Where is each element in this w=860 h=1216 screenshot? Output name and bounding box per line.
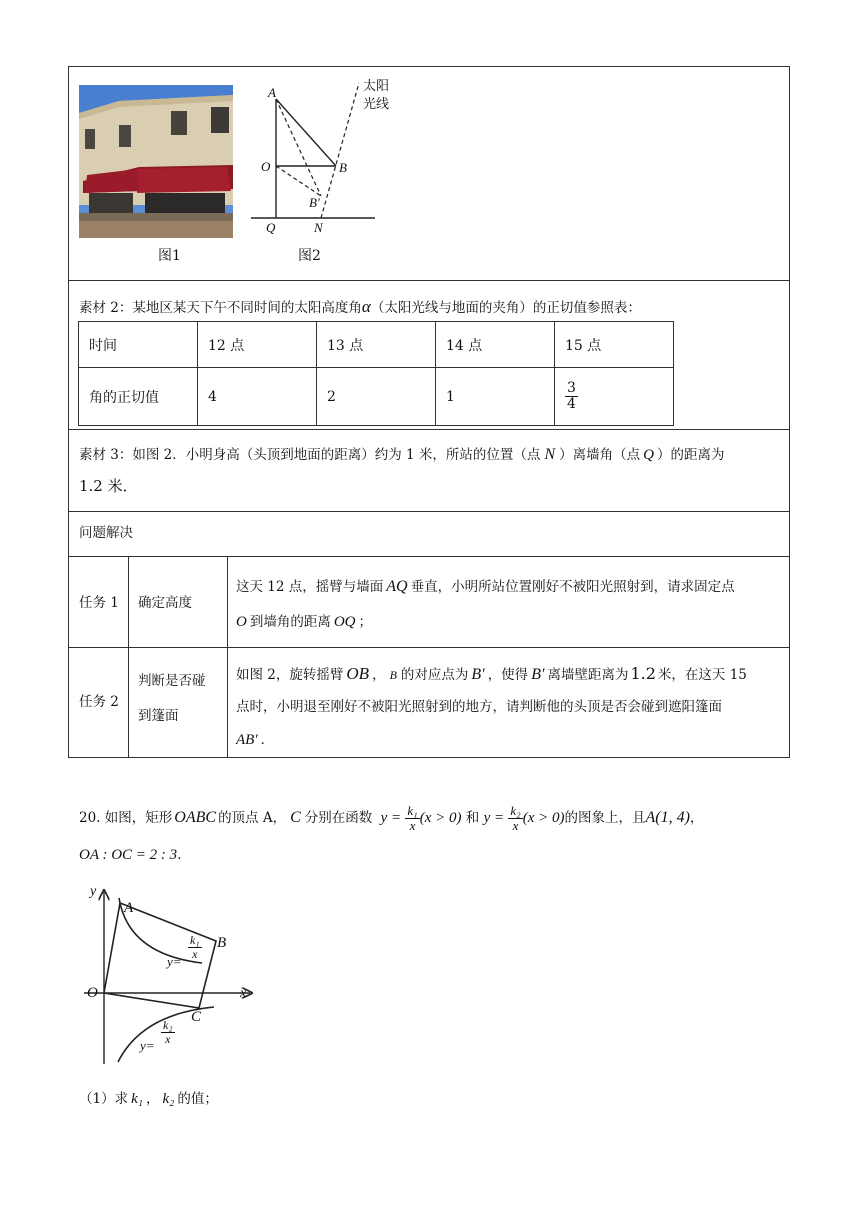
q20-line2 [79, 846, 191, 864]
point-c: C [290, 809, 301, 826]
segment-aq: AQ [386, 578, 408, 595]
table-header-row [79, 322, 674, 368]
task1-text-c: 到墙角的距离 [249, 614, 331, 630]
fig2-label-bprime: B′ [309, 195, 320, 210]
divider-4 [69, 556, 789, 557]
func2-numerator: k₂ [510, 803, 521, 819]
material3-text-a: 素材 3：如图 2．小明身高（头顶到地面的距离）约为 1 米，所站的位置（点 [79, 447, 541, 463]
fig2-label-o: O [261, 159, 271, 174]
task2-text-c: 的对应点为 [400, 667, 469, 683]
fraction-three-quarters [565, 381, 578, 411]
divider-5 [69, 647, 789, 648]
ratio-oa-oc: OA : OC = 2 : 3 [79, 847, 178, 863]
q20-part1 [79, 1090, 218, 1108]
task1-text-d: ； [358, 614, 373, 630]
graph-b-label: B [217, 935, 227, 951]
func2-denominator: x [512, 818, 519, 833]
q20-text-g: 的图象上，且 [564, 810, 646, 826]
fig1-caption: 图1 [158, 248, 181, 264]
task2-line2: 点时，小明退至刚好不被阳光照射到的地方，请判断他的头顶是否会碰到遮阳篷面 [236, 699, 722, 715]
point-n: N [544, 446, 556, 463]
task1-line1 [236, 577, 735, 596]
awning-ab [276, 99, 336, 166]
q20-text-a: 如图，矩形 [104, 810, 173, 826]
point-q: Q [643, 447, 654, 463]
tangent-table [78, 321, 674, 426]
q20-text-h: ， [689, 810, 704, 826]
graph-func2-fraction [161, 1019, 175, 1045]
materials-frame [68, 66, 790, 758]
material3-line1 [79, 445, 724, 464]
divider-2 [69, 429, 789, 430]
table-value-row [79, 368, 674, 426]
task2-text-a: 如图 2，旋转摇臂 [236, 667, 344, 683]
task2-name-1: 判断是否碰 [138, 673, 206, 689]
divider-1 [69, 280, 789, 281]
q20-text-e: 和 [465, 810, 480, 826]
point-bprime-2: B′ [531, 666, 545, 683]
fig2-label-q: Q [266, 220, 276, 235]
part1-k1: k₁ [131, 1091, 143, 1107]
material2-text [79, 297, 641, 317]
task-col-divider-1 [128, 556, 129, 758]
table-header-cell: 15 点 [555, 322, 674, 368]
awning-photo [79, 85, 233, 238]
fraction-numerator: 3 [567, 380, 576, 397]
sunlight-label-1: 太阳 [363, 79, 390, 94]
task2-text-h: ． [260, 732, 275, 748]
graph-func2-numerator: k₂ [163, 1018, 173, 1032]
segment-abprime: AB′ [236, 732, 258, 748]
graph-c-label: C [191, 1009, 202, 1025]
table-header-cell: 13 点 [317, 322, 436, 368]
part1-k2: k₂ [162, 1091, 175, 1107]
q20-text-b: 的顶点 A， [218, 810, 287, 826]
task2-line3 [236, 731, 274, 749]
awning-abp [276, 99, 321, 196]
func2-condition: (x > 0) [522, 810, 565, 826]
func1-y: y = [380, 810, 402, 826]
task2-line1 [236, 664, 747, 684]
rect-oabc: OABC [174, 809, 217, 826]
table-value-cell-fraction [555, 368, 674, 426]
part1-text-a: （1）求 [79, 1091, 129, 1107]
q20-text-d: 分别在函数 [304, 810, 373, 826]
table-row-label: 角的正切值 [79, 368, 198, 426]
task1-text-b: 垂直，小明所站位置刚好不被阳光照射到，请求固定点 [410, 579, 735, 595]
segment-oq: OQ [333, 614, 356, 630]
sunlight-ray [321, 83, 359, 218]
graph-a-label: A [124, 900, 134, 916]
table-header-cell: 12 点 [198, 322, 317, 368]
func1-numerator: k₁ [407, 803, 418, 819]
table-value-cell: 2 [317, 368, 436, 426]
func1-denominator: x [409, 818, 416, 833]
graph-func1-fraction [188, 934, 202, 960]
task2-text-g: 米，在这天 15 [657, 667, 747, 683]
graph-func1-y: y= [167, 954, 182, 969]
table-value-cell: 4 [198, 368, 317, 426]
task2-text-e: 离墙壁距离为 [547, 667, 629, 683]
material2-text-post: （太阳光线与地面的夹角）的正切值参照表： [370, 300, 641, 316]
task1-line2 [236, 613, 372, 631]
table-header-cell: 时间 [79, 322, 198, 368]
sunlight-label-2: 光线 [363, 97, 390, 112]
divider-3 [69, 511, 789, 512]
distance-value: 1.2 [630, 664, 656, 683]
table-header-cell: 14 点 [436, 322, 555, 368]
task2-text-d: ，使得 [487, 667, 529, 683]
q20-line1 [79, 798, 703, 838]
q20-text-i: ． [177, 847, 191, 863]
fig2-label-b: B [339, 160, 347, 175]
point-b: B [389, 668, 397, 682]
graph-o-label: O [87, 985, 98, 1001]
task1-name: 确定高度 [138, 595, 192, 611]
point-bprime: B′ [471, 666, 485, 683]
part1-text-b: ， [145, 1091, 160, 1107]
func2-fraction [508, 804, 522, 832]
part1-text-c: 的值； [177, 1091, 218, 1107]
task2-name-2: 到篷面 [138, 708, 179, 724]
func1-condition: (x > 0) [419, 810, 462, 826]
material3-text-b: ）离墙角（点 [559, 447, 641, 463]
task2-label: 任务 2 [79, 694, 119, 710]
material3-text-c: ）的距离为 [656, 447, 725, 463]
graph-x-label: x [240, 986, 247, 1001]
func1-fraction [405, 804, 419, 832]
fig2-caption: 图2 [298, 248, 321, 264]
problem-heading: 问题解决 [79, 525, 133, 541]
task1-label: 任务 1 [79, 595, 119, 611]
graph-func2-y: y= [140, 1038, 155, 1053]
alpha-symbol: α [361, 297, 371, 316]
graph-func1-numerator: k₁ [190, 933, 200, 947]
task2-text-b: ， [372, 667, 386, 683]
material2-text-pre: 素材 2：某地区某天下午不同时间的太阳高度角 [79, 300, 362, 316]
fig2-label-a: A [268, 85, 276, 100]
task1-text-a: 这天 12 点，摇臂与墙面 [236, 579, 384, 595]
point-a-coords: A(1, 4) [645, 809, 690, 826]
graph-func2-denominator: x [165, 1031, 171, 1046]
segment-ob: OB [346, 664, 370, 683]
material3-line2: 1.2 米． [79, 477, 138, 495]
fraction-denominator: 4 [567, 396, 576, 412]
q20-number: 20. [79, 810, 101, 826]
graph-y-label: y [90, 884, 97, 899]
task-col-divider-2 [227, 556, 228, 758]
point-o: O [236, 614, 247, 630]
func2-y: y = [483, 810, 505, 826]
arm-obp [276, 166, 321, 196]
fig2-label-n: N [314, 220, 323, 235]
graph-func1-denominator: x [192, 946, 198, 961]
table-value-cell: 1 [436, 368, 555, 426]
